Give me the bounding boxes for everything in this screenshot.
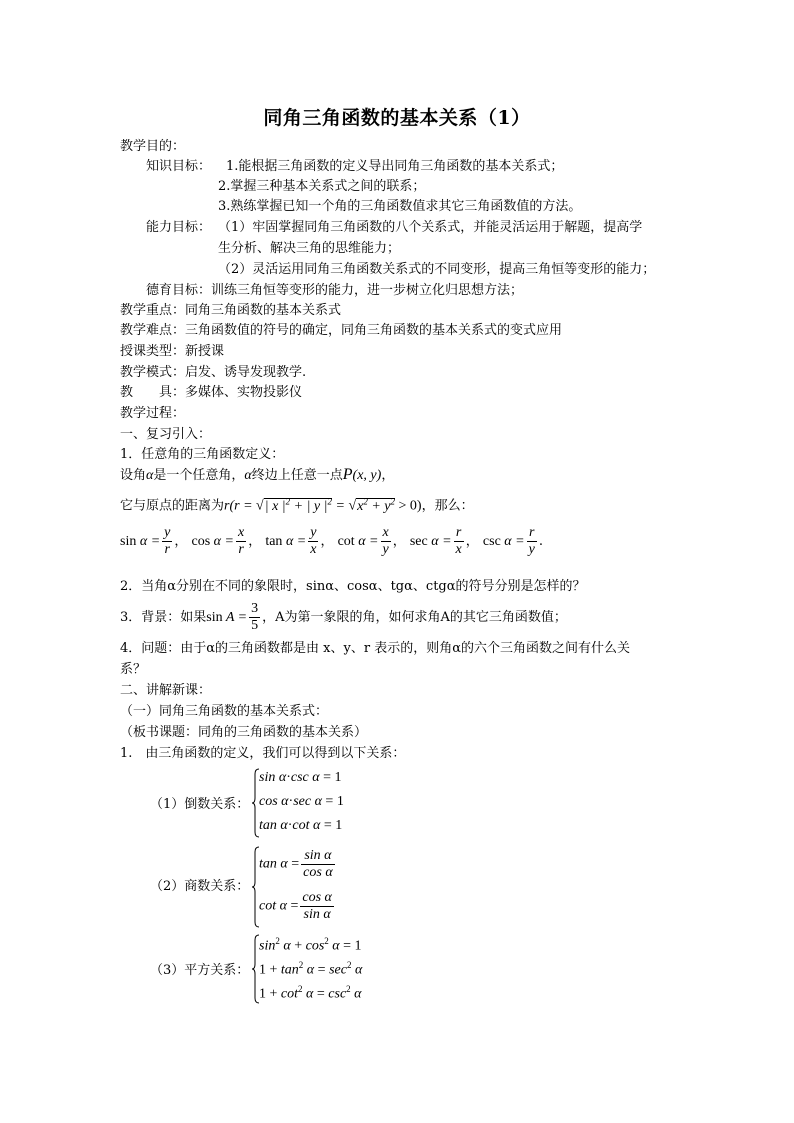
alpha-symbol: α <box>244 468 252 483</box>
sub-heading-1: （一）同角三角函数的基本关系式： <box>120 704 329 719</box>
process-heading: 教学过程： <box>120 406 186 421</box>
quotient-system <box>252 846 392 930</box>
review-item-2: 2．当角α分别在不同的象限时，sinα、cosα、tgα、ctgα的符号分别是怎样的？ <box>120 579 586 594</box>
square-row-2: $1 + \tan^2 \alpha = \sec^2 \alpha$ <box>259 960 363 978</box>
square-system <box>252 934 402 1006</box>
review-item-3 <box>120 598 567 638</box>
reciprocal-row-1: sin α·csc α = 1 <box>259 770 342 785</box>
ability-2: （2）灵活运用同角三角函数关系式的不同变形，提高三角恒等变形的能力； <box>218 262 656 277</box>
quotient-row-cot: cot α = $\frac{\text{cos α}}{\text{sin α}}$ <box>259 890 332 922</box>
lesson-type: 授课类型：新授课 <box>120 344 225 359</box>
objectives-heading: 教学目的： <box>120 139 186 154</box>
reciprocal-system <box>252 768 392 840</box>
quotient-label: （2）商数关系： <box>150 879 250 894</box>
knowledge-label: 知识目标： <box>146 159 212 174</box>
knowledge-3: 3.熟练掌握已知一个角的三角函数值求其它三角函数值的方法。 <box>218 199 582 214</box>
alpha-symbol: α <box>146 468 154 483</box>
cos-def: cos α = $\frac{x}{r}$ <box>191 525 245 558</box>
square-row-3: $1 + \cot^2 \alpha = \csc^2 \alpha$ <box>259 984 362 1002</box>
ability-label: 能力目标： <box>146 220 212 235</box>
knowledge-1: 1.能根据三角函数的定义导出同角三角函数的基本关系式； <box>226 159 564 174</box>
point-p-coords: (x, y) <box>352 468 382 483</box>
csc-def: csc α = $\frac{r}{y}$ <box>482 525 535 558</box>
comma: ， <box>381 468 395 483</box>
key-point: 教学重点：同角三角函数的基本关系式 <box>120 303 342 318</box>
reciprocal-label: （1）倒数关系： <box>150 797 250 812</box>
cot-def: cot α = $\frac{x}{y}$ <box>337 525 389 558</box>
text-set-angle: 设角 <box>120 468 147 483</box>
sin-a-value: sin A = $\frac{3}{5}$ <box>206 601 259 634</box>
reciprocal-row-3: tan α·cot α = 1 <box>259 818 343 833</box>
sin-def: sin α = $\frac{y}{r}$ <box>120 525 171 558</box>
difficulty: 教学难点：三角函数值的符号的确定，同角三角函数的基本关系式的变式应用 <box>120 323 563 338</box>
text-background: 3．背景：如果 <box>120 610 207 625</box>
text-terminal-point: 终边上任意一点 <box>251 468 343 483</box>
point-1: 1. 由三角函数的定义，我们可以得到以下关系： <box>120 746 406 761</box>
text-then: ，那么： <box>421 498 474 514</box>
ability-1a: （1）牢固掌握同角三角函数的八个关系式，并能灵活运用于解题，提高学 <box>218 220 643 235</box>
review-item-1-distance <box>120 492 474 516</box>
text-first-quadrant: ，A为第一象限的角，如何求角A的其它三角函数值； <box>262 610 567 625</box>
teaching-tools: 教 具：多媒体、实物投影仪 <box>120 385 303 400</box>
review-heading: 一、复习引入： <box>120 427 212 442</box>
new-lesson-heading: 二、讲解新课： <box>120 683 212 698</box>
text-distance: 它与原点的距离为 <box>120 498 225 514</box>
review-item-1-line <box>120 466 394 485</box>
square-row-1: $\sin^2 \alpha + \cos^2 \alpha = 1$ <box>259 936 362 954</box>
quotient-row-tan: tan α = $\frac{\text{sin α}}{\text{cos α}}$ <box>259 848 333 880</box>
text-any-angle: 是一个任意角， <box>153 468 245 483</box>
teaching-mode: 教学模式：启发、诱导发现教学. <box>120 365 307 380</box>
sec-def: sec α = $\frac{r}{x}$ <box>409 525 462 558</box>
page-title: 同角三角函数的基本关系（1） <box>263 107 531 129</box>
distance-formula: r(r = √| x $|^2$ + | y $|^2 = √x^2 + y^2 > 0$) <box>224 496 422 514</box>
review-item-4a: 4．问题：由于α的三角函数都是由 x、y、r 表示的，则角α的六个三角函数之间有什么关 <box>120 641 630 656</box>
square-label: （3）平方关系： <box>150 963 250 978</box>
board-note: （板书课题：同角的三角函数的基本关系） <box>120 725 368 740</box>
review-item-4b: 系？ <box>120 662 147 677</box>
tan-def: tan α = $\frac{y}{x}$ <box>265 525 317 558</box>
knowledge-2: 2.掌握三种基本关系式之间的联系； <box>218 179 426 194</box>
point-p-formula: P <box>342 466 353 483</box>
reciprocal-row-2: cos α·sec α = 1 <box>259 794 344 809</box>
ability-1b: 生分析、解决三角的思维能力； <box>218 241 401 256</box>
trig-definitions: sin α = $\frac{y}{r}$ ， cos α = $\frac{x}{r}$ ， tan α = $\frac{y}{x}$ ， cot α = $\frac{x}{y}$ ， sec α = $\frac{r}{x}$ ， csc α = $\frac{r}{y}$ . <box>120 525 543 558</box>
moral-objective: 德育目标：训练三角恒等变形的能力，进一步树立化归思想方法； <box>146 283 524 298</box>
review-item-1: 1．任意角的三角函数定义： <box>120 447 285 462</box>
